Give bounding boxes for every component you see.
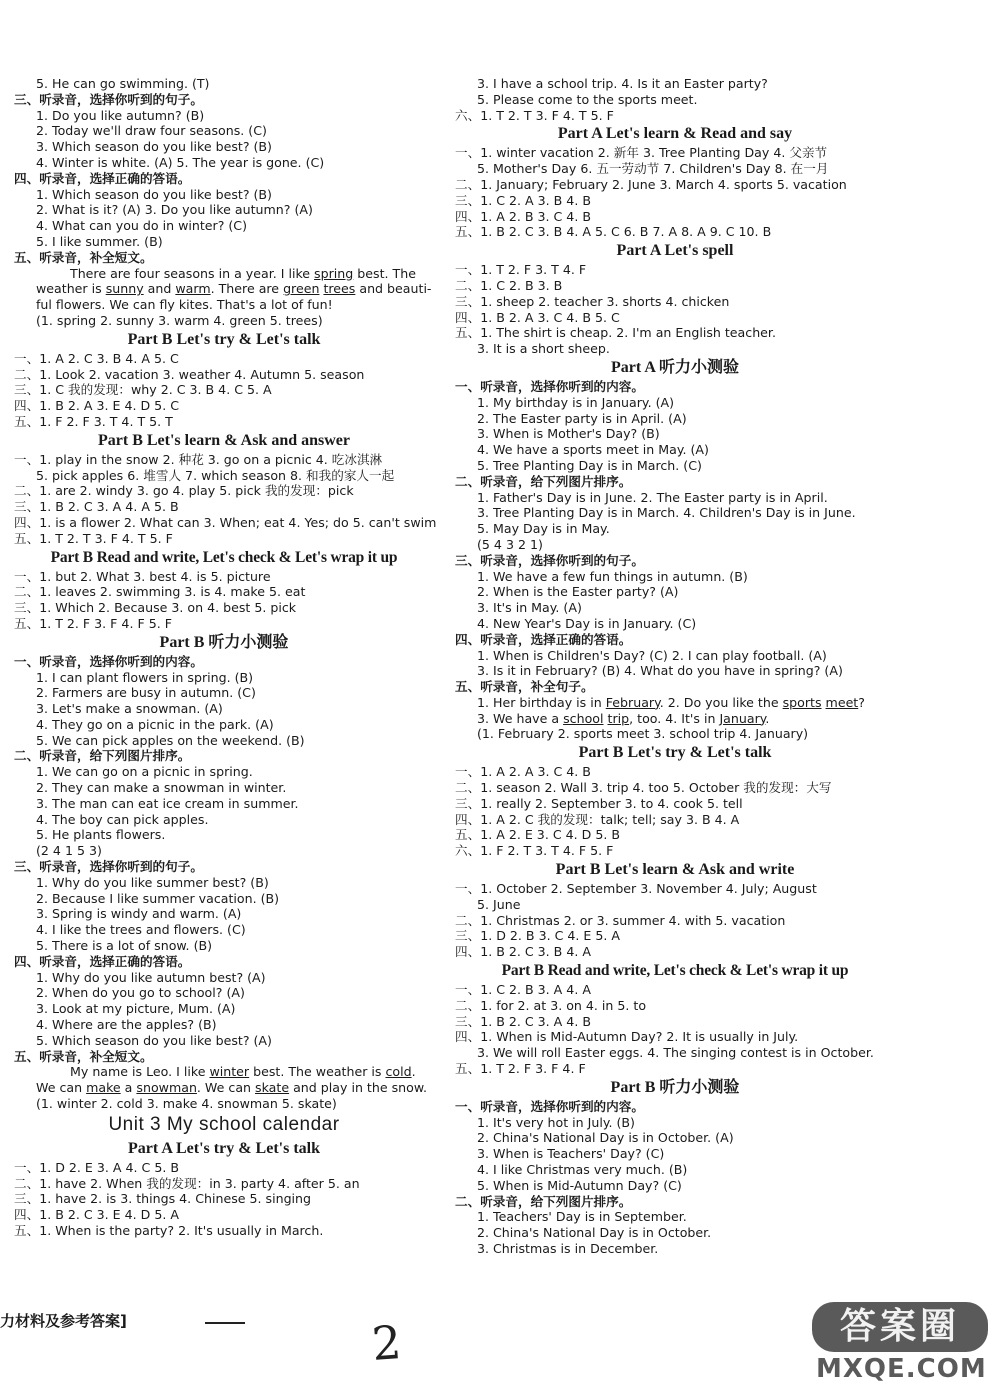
right-section-heading: Part B Let's learn & Ask and write <box>555 861 795 879</box>
left-question-heading: 四、听录音，选择正确的答语。 <box>14 953 191 969</box>
unit-title: Unit 3 My school calendar <box>108 1113 340 1135</box>
right-answer-line: 1. We have a few fun things in autumn. (B) <box>477 568 748 584</box>
watermark-url: MXQE.COM <box>816 1354 987 1384</box>
left-answer-line: 四、1. B 2. A 3. E 4. D 5. C <box>14 398 179 414</box>
right-answer-line: 五、1. The shirt is cheap. 2. I'm an English teacher. <box>455 325 776 341</box>
right-answer-line: 3. It is a short sheep. <box>477 341 610 357</box>
right-answer-line: 5. Mother's Day 6. 五一劳动节 7. Children's Day 8. 在一月 <box>477 161 829 177</box>
right-answer-line: 四、1. B 2. A 3. C 4. B 5. C <box>455 309 620 325</box>
left-answer-line: (2 4 1 5 3) <box>36 843 102 859</box>
left-answer-line: 一、1. A 2. C 3. B 4. A 5. C <box>14 350 179 366</box>
right-question-heading: 五、听录音，补全句子。 <box>455 679 594 695</box>
right-answer-line: 5. When is Mid-Autumn Day? (C) <box>477 1177 682 1193</box>
right-answer-line: 3. I have a school trip. 4. Is it an Easter party? <box>477 76 768 91</box>
left-answer-line: 五、1. T 2. F 3. F 4. F 5. F <box>14 615 172 631</box>
right-answer-line: 四、1. When is Mid-Autumn Day? 2. It is usually in July. <box>455 1029 799 1045</box>
left-answer-line: 三、1. Which 2. Because 3. on 4. best 5. pick <box>14 600 297 616</box>
right-answer-line: 三、1. really 2. September 3. to 4. cook 5. tell <box>455 795 743 811</box>
right-answer-line: 三、1. D 2. B 3. C 4. E 5. A <box>455 928 620 944</box>
right-answer-line: 2. China's National Day is in October. <box>477 1225 712 1241</box>
right-answer-line: 一、1. October 2. September 3. November 4. July; August <box>455 881 817 897</box>
right-answer-line: 5. Please come to the sports meet. <box>477 91 698 107</box>
right-question-heading: 二、听录音，给下列图片排序。 <box>455 1193 632 1209</box>
right-answer-line: 1. When is Children's Day? (C) 2. I can play football. (A) <box>477 647 827 663</box>
right-answer-line: 四、1. A 2. B 3. C 4. B <box>455 208 591 224</box>
left-answer-line: 3. Spring is windy and warm. (A) <box>36 906 242 922</box>
right-answer-line: 3. We have a school trip, too. 4. It's in January. <box>477 710 770 726</box>
left-answer-line: 二、1. are 2. windy 3. go 4. play 5. pick 我的发现：pick <box>14 483 354 499</box>
right-section-heading: Part A 听力小测验 <box>611 358 739 376</box>
left-answer-line: 1. Which season do you like best? (B) <box>36 186 272 202</box>
footer-rule <box>205 1322 245 1324</box>
right-answer-line: 四、1. B 2. C 3. B 4. A <box>455 944 591 960</box>
left-answer-line: 4. Where are the apples? (B) <box>36 1017 217 1033</box>
left-question-heading: 三、听录音，选择你听到的句子。 <box>14 859 203 875</box>
right-answer-line: 二、1. Christmas 2. or 3. summer 4. with 5. vacation <box>455 912 786 928</box>
right-answer-line: (1. February 2. sports meet 3. school trip 4. January) <box>477 726 809 742</box>
right-section-heading: Part A Let's spell <box>616 242 734 260</box>
right-question-heading: 三、听录音，选择你听到的句子。 <box>455 552 644 568</box>
left-answer-line: 5. Which season do you like best? (A) <box>36 1032 272 1048</box>
right-answer-line: 五、1. T 2. F 3. F 4. F <box>455 1061 586 1077</box>
right-answer-line: 1. My birthday is in January. (A) <box>477 394 675 410</box>
right-answer-line: 5. May Day is in May. <box>477 521 610 537</box>
right-answer-line: 3. Is it in February? (B) 4. What do you have in spring? (A) <box>477 663 843 679</box>
left-question-heading: 五、听录音，补全短文。 <box>14 1048 153 1064</box>
left-answer-line: 3. The man can eat ice cream in summer. <box>36 795 299 811</box>
watermark-logo <box>804 1302 994 1388</box>
left-answer-line: 5. We can pick apples on the weekend. (B) <box>36 732 305 748</box>
footer-text: 力材料及参考答案] <box>0 1312 127 1330</box>
left-answer-line: weather is sunny and warm. There are green trees and beauti- <box>36 281 432 297</box>
right-answer-line: 3. We will roll Easter eggs. 4. The singing contest is in October. <box>477 1045 874 1061</box>
right-section-heading: Part B Let's try & Let's talk <box>578 744 772 762</box>
left-answer-line: 二、1. have 2. When 我的发现：in 3. party 4. after 5. an <box>14 1175 360 1191</box>
right-answer-line: 三、1. C 2. A 3. B 4. B <box>455 192 591 208</box>
left-answer-line: 3. Let's make a snowman. (A) <box>36 701 223 717</box>
left-answer-line: 2. What is it? (A) 3. Do you like autumn? (A) <box>36 202 313 218</box>
right-answer-line: 5. June <box>477 896 521 912</box>
left-answer-line: 4. Winter is white. (A) 5. The year is gone. (C) <box>36 154 325 170</box>
right-section-heading: Part B 听力小测验 <box>610 1078 740 1096</box>
left-question-heading: 三、听录音，选择你听到的句子。 <box>14 91 203 107</box>
right-answer-line: 1. Father's Day is in June. 2. The Easter party is in April. <box>477 489 828 505</box>
left-section-heading: Part B Let's try & Let's talk <box>127 330 321 348</box>
left-answer-line: 2. Farmers are busy in autumn. (C) <box>36 685 256 701</box>
right-answer-line: 2. The Easter party is in April. (A) <box>477 410 687 426</box>
left-answer-line: 2. Because I like summer vacation. (B) <box>36 890 280 906</box>
right-answer-line: 4. New Year's Day is in January. (C) <box>477 615 697 631</box>
left-answer-line: We can make a snowman. We can skate and play in the snow. <box>36 1080 427 1096</box>
right-answer-line: 一、1. C 2. B 3. A 4. A <box>455 982 591 998</box>
left-answer-line: 3. Look at my picture, Mum. (A) <box>36 1001 236 1017</box>
right-question-heading: 二、听录音，给下列图片排序。 <box>455 473 632 489</box>
left-answer-line: 4. I like the trees and flowers. (C) <box>36 922 246 938</box>
right-answer-line: 3. When is Teachers' Day? (C) <box>477 1146 665 1162</box>
left-question-heading: 一、听录音，选择你听到的内容。 <box>14 653 203 669</box>
right-question-heading: 一、听录音，选择你听到的内容。 <box>455 1098 644 1114</box>
left-answer-line: 2. They can make a snowman in winter. <box>36 780 287 796</box>
left-answer-line: 4. What can you do in winter? (C) <box>36 218 248 234</box>
right-answer-line: 三、1. sheep 2. teacher 3. shorts 4. chicken <box>455 293 730 309</box>
right-answer-line: 二、1. January; February 2. June 3. March 4. sports 5. vacation <box>455 176 847 192</box>
left-answer-line: 二、1. leaves 2. swimming 3. is 4. make 5. eat <box>14 584 306 600</box>
right-answer-line: 4. I like Christmas very much. (B) <box>477 1162 688 1178</box>
right-answer-line: 4. We have a sports meet in May. (A) <box>477 442 709 458</box>
left-question-heading: 五、听录音，补全短文。 <box>14 249 153 265</box>
left-answer-line: 1. We can go on a picnic in spring. <box>36 764 253 780</box>
right-answer-line: (5 4 3 2 1) <box>477 536 543 552</box>
left-answer-line: 一、1. play in the snow 2. 种花 3. go on a picnic 4. 吃冰淇淋 <box>14 451 383 467</box>
left-answer-line: 五、1. F 2. F 3. T 4. T 5. T <box>14 413 173 429</box>
left-answer-line: (1. spring 2. sunny 3. warm 4. green 5. trees) <box>36 312 323 328</box>
right-answer-line: 一、1. T 2. F 3. T 4. F <box>455 262 587 278</box>
left-answer-line: 5. There is a lot of snow. (B) <box>36 938 213 954</box>
right-answer-line: 3. Tree Planting Day is in March. 4. Children's Day is in June. <box>477 505 856 521</box>
right-answer-line: 2. China's National Day is in October. (A) <box>477 1130 734 1146</box>
left-answer-line: 2. When do you go to school? (A) <box>36 985 245 1001</box>
right-section-heading: Part B Read and write, Let's check & Let's wrap it up <box>501 962 849 980</box>
left-answer-line: 3. Which season do you like best? (B) <box>36 139 272 155</box>
left-section-heading: Part A Let's try & Let's talk <box>128 1139 320 1157</box>
left-answer-line: 1. Why do you like autumn best? (A) <box>36 969 266 985</box>
right-answer-line: 二、1. for 2. at 3. on 4. in 5. to <box>455 997 647 1013</box>
left-answer-line: 五、1. T 2. T 3. F 4. T 5. F <box>14 530 173 546</box>
right-answer-line: 1. Teachers' Day is in September. <box>477 1209 687 1225</box>
left-answer-line: 1. Do you like autumn? (B) <box>36 107 205 123</box>
left-answer-line: My name is Leo. I like winter best. The weather is cold. <box>70 1064 416 1080</box>
right-answer-line: 3. Christmas is in December. <box>477 1241 659 1256</box>
left-answer-line: 三、1. B 2. C 3. A 4. A 5. B <box>14 499 179 515</box>
left-answer-line: 三、1. have 2. is 3. things 4. Chinese 5. singing <box>14 1191 312 1207</box>
right-section-heading: Part A Let's learn & Read and say <box>557 125 793 143</box>
left-answer-line: 四、1. B 2. C 3. E 4. D 5. A <box>14 1207 179 1223</box>
left-answer-line: (1. winter 2. cold 3. make 4. snowman 5. skate) <box>36 1096 337 1112</box>
right-answer-line: 一、1. winter vacation 2. 新年 3. Tree Planting Day 4. 父亲节 <box>455 145 828 161</box>
right-answer-line: 一、1. A 2. A 3. C 4. B <box>455 764 591 780</box>
left-section-heading: Part B 听力小测验 <box>159 633 289 651</box>
right-answer-line: 3. It's in May. (A) <box>477 600 582 616</box>
left-answer-line: 4. They go on a picnic in the park. (A) <box>36 716 274 732</box>
left-answer-line: 5. pick apples 6. 堆雪人 7. which season 8. 和我的家人一起 <box>36 467 395 483</box>
left-section-heading: Part B Read and write, Let's check & Let's wrap it up <box>50 548 398 566</box>
left-answer-line: 一、1. but 2. What 3. best 4. is 5. picture <box>14 568 271 584</box>
right-answer-line: 2. When is the Easter party? (A) <box>477 584 679 600</box>
right-answer-line: 二、1. C 2. B 3. B <box>455 277 563 293</box>
right-question-heading: 一、听录音，选择你听到的内容。 <box>455 378 644 394</box>
left-answer-line: 4. The boy can pick apples. <box>36 811 209 827</box>
left-question-heading: 四、听录音，选择正确的答语。 <box>14 170 191 186</box>
right-answer-line: 六、1. T 2. T 3. F 4. T 5. F <box>455 107 614 123</box>
left-answer-line: There are four seasons in a year. I like spring best. The <box>70 265 416 281</box>
left-answer-line: 二、1. Look 2. vacation 3. weather 4. Autumn 5. season <box>14 366 365 382</box>
left-answer-line: ful flowers. We can fly kites. That's a lot of fun! <box>36 297 333 313</box>
left-answer-line: 四、1. is a flower 2. What can 3. When; eat 4. Yes; do 5. can't swim <box>14 514 437 530</box>
right-answer-line: 二、1. season 2. Wall 3. trip 4. too 5. October 我的发现：大写 <box>455 780 832 796</box>
right-answer-line: 五、1. B 2. C 3. B 4. A 5. C 6. B 7. A 8. A 9. C 10. B <box>455 224 772 240</box>
left-answer-line: 一、1. D 2. E 3. A 4. C 5. B <box>14 1159 179 1175</box>
left-column <box>14 76 437 1239</box>
left-answer-line: 五、1. When is the party? 2. It's usually in March. <box>14 1223 324 1238</box>
left-answer-line: 1. I can plant flowers in spring. (B) <box>36 669 254 685</box>
right-question-heading: 四、听录音，选择正确的答语。 <box>455 631 632 647</box>
right-answer-line: 1. It's very hot in July. (B) <box>477 1114 635 1130</box>
left-answer-line: 三、1. C 我的发现：why 2. C 3. B 4. C 5. A <box>14 382 272 398</box>
left-section-heading: Part B Let's learn & Ask and answer <box>98 431 350 449</box>
right-answer-line: 四、1. A 2. C 我的发现：talk; tell; say 3. B 4. A <box>455 811 740 827</box>
left-answer-line: 5. He can go swimming. (T) <box>36 76 210 91</box>
right-column <box>455 76 895 1257</box>
right-answer-line: 六、1. F 2. T 3. T 4. F 5. F <box>455 843 614 859</box>
watermark-badge: 答案圈 <box>812 1302 988 1352</box>
right-answer-line: 1. Her birthday is in February. 2. Do you like the sports meet? <box>477 694 865 710</box>
page-number: 2 <box>370 1315 404 1371</box>
left-answer-line: 2. Today we'll draw four seasons. (C) <box>36 123 267 139</box>
left-question-heading: 二、听录音，给下列图片排序。 <box>14 748 191 764</box>
right-answer-line: 三、1. B 2. C 3. A 4. B <box>455 1013 591 1029</box>
right-answer-line: 5. Tree Planting Day is in March. (C) <box>477 457 702 473</box>
right-answer-line: 3. When is Mother's Day? (B) <box>477 426 660 442</box>
left-answer-line: 5. I like summer. (B) <box>36 233 163 249</box>
left-answer-line: 5. He plants flowers. <box>36 827 166 843</box>
right-answer-line: 五、1. A 2. E 3. C 4. D 5. B <box>455 827 620 843</box>
left-answer-line: 1. Why do you like summer best? (B) <box>36 874 269 890</box>
